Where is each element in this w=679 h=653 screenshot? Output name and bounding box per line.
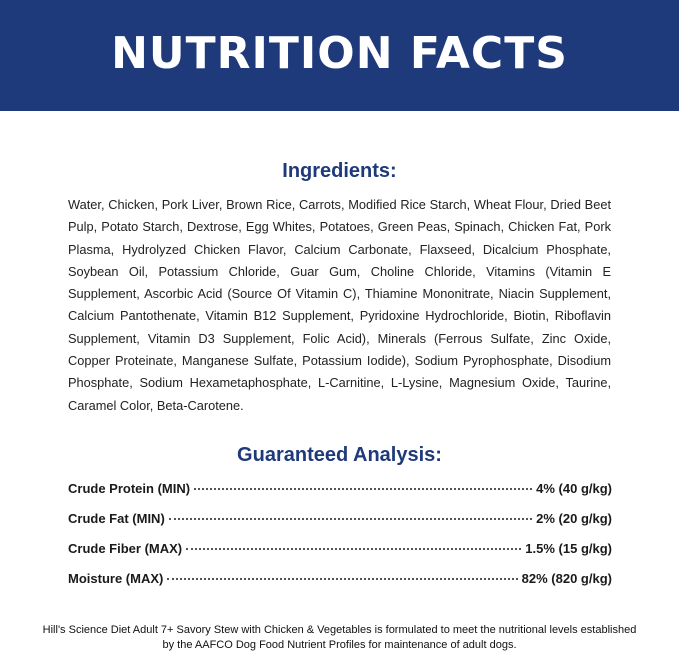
dot-leader bbox=[186, 548, 521, 550]
analysis-label: Crude Fat (MIN) bbox=[68, 510, 165, 526]
dot-leader bbox=[194, 488, 532, 490]
analysis-label: Moisture (MAX) bbox=[68, 570, 164, 586]
dot-leader bbox=[169, 518, 532, 520]
analysis-row-crude-fat bbox=[68, 511, 612, 541]
analysis-row-crude-fiber bbox=[68, 541, 612, 571]
analysis-label: Crude Protein (MIN) bbox=[68, 480, 191, 496]
ingredients-list: Water, Chicken, Pork Liver, Brown Rice, Carrots, Modified Rice Starch, Wheat Flour, Dried Beet Pulp, Potato Starch, Dextrose, Egg Whites, Potatoes, Green Peas, Spinach, Chicken Fat, Pork Plasma, Hydrolyzed Chicken Flavor, Calcium Carbonate, Flaxseed, Dicalcium Phosphate, Soybean Oil, Potassium Chloride, Guar Gum, Choline Chloride, Vitamins (Vitamin E Supplement, Ascorbic Acid (Source Of Vitamin C), Thiamine Mononitrate, Niacin Supplement, Calcium Pantothenate, Vitamin B12 Supplement, Pyridoxine Hydrochloride, Biotin, Riboflavin Supplement, Vitamin D3 Supplement, Folic Acid), Minerals (Ferrous Sulfate, Zinc Oxide, Copper Proteinate, Manganese Sulfate, Potassium Iodide), Sodium Pyrophosphate, Disodium Phosphate, Sodium Hexametaphosphate, L-Carnitine, L-Lysine, Magnesium Oxide, Taurine, Caramel Color, Beta-Carotene. bbox=[68, 197, 611, 413]
analysis-value: 1.5% (15 g/kg) bbox=[525, 540, 612, 556]
dot-leader bbox=[167, 578, 517, 580]
ingredients-heading: Ingredients: bbox=[282, 160, 397, 182]
header-banner bbox=[0, 0, 679, 111]
analysis-row-crude-protein bbox=[68, 481, 612, 511]
analysis-label: Crude Fiber (MAX) bbox=[68, 540, 183, 556]
analysis-value: 2% (20 g/kg) bbox=[536, 510, 612, 526]
aafco-statement: Hill's Science Diet Adult 7+ Savory Stew with Chicken & Vegetables is formulated to meet the nutritional levels established by the AAFCO Dog Food Nutrient Profiles for maintenance of adult dogs. bbox=[42, 623, 637, 651]
analysis-value: 4% (40 g/kg) bbox=[536, 480, 612, 496]
guaranteed-analysis-table bbox=[68, 481, 612, 601]
analysis-row-moisture bbox=[68, 571, 612, 601]
guaranteed-analysis-heading: Guaranteed Analysis: bbox=[237, 443, 442, 466]
analysis-value: 82% (820 g/kg) bbox=[521, 570, 612, 586]
page-title: NUTRITION FACTS bbox=[111, 28, 568, 79]
